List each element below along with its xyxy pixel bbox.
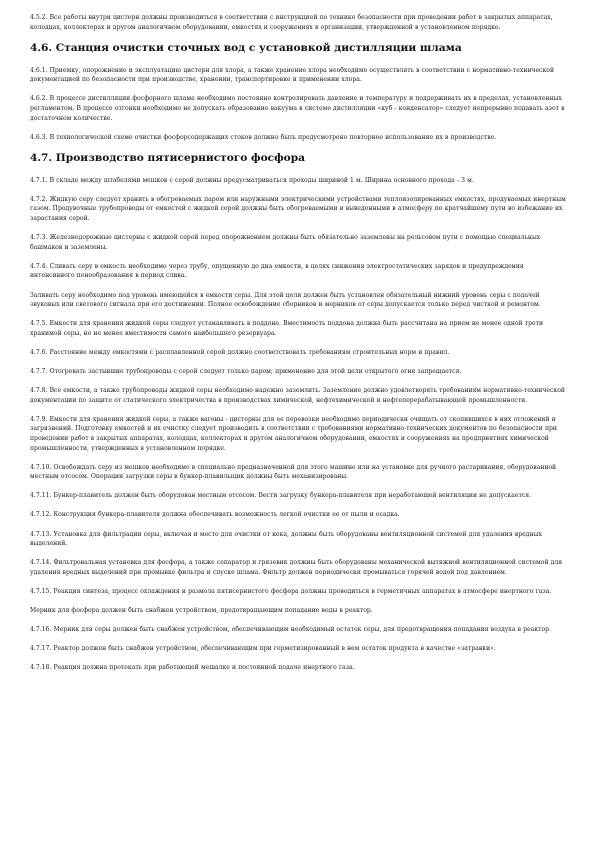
paragraph: 4.7.13. Установка для фильтрации серы, включая и место для очистки от кека, должны быть оборудованы вентиляционной системой для удаления вредных выделений. xyxy=(30,530,542,548)
document-page xyxy=(30,13,568,682)
section-heading: 4.7. Производство пятисернистого фосфора xyxy=(30,151,306,164)
paragraph: 4.7.11. Бункер-плавитель должен быть оборудован местным отсосом. Вести загрузку бункера-плавителя при неработающей вентиляции не допускается. xyxy=(30,492,532,500)
section-heading: 4.6. Станция очистки сточных вод с установкой дистилляции шлама xyxy=(30,41,462,54)
paragraph: 4.7.17. Реактор должен быть снабжен устройством, обеспечивающим при герметизированный в нем остаток продукта в качестве «затравки». xyxy=(30,645,496,653)
paragraph: 4.7.8. Все емкости, а также трубопроводы жидкой серы необходимо надежно заземлить. Заземление должно удовлетворять требованиям нормативно-технической документации по защите от статического электричества в производствах химической, нефтехимической и нефтеперерабатывающей промышленности. xyxy=(30,387,565,404)
paragraph: 4.7.7. Отогревать застывшие трубопроводы с серой следует только паром; применение для этой цели открытого огня запрещается. xyxy=(30,367,462,375)
paragraph: 4.7.1. В складе между штабелями мешков с серой должны предусматриваться проходы шириной 1 м. Ширина основного прохода - 3 м. xyxy=(30,176,474,184)
paragraph: 4.7.12. Конструкция бункера-плавителя должна обеспечивать возможность легкой очистки ее от пыли и осадка. xyxy=(30,511,400,519)
paragraph: 4.6.2. В процессе дистилляции фосфорного шлама необходимо постоянно контролировать давление и температуру и поддерживать их в пределах, установленных регламентом. В процессе отгонки необходимо не допускать образование вакуума в системе дистилляции «куб - конденсатор» следует непрерывно подавать азот в достаточном количестве. xyxy=(30,95,565,122)
paragraph: 4.6.1. Приемку, опорожнение и эксплуатацию цистерн для хлора, а также хранение хлора необходимо осуществлять в соответствии с нормативно-технической документацией по безопасности при производстве, хранении, транспортировке и применении хлора. xyxy=(30,66,554,84)
paragraph: 4.7.3. Железнодорожные цистерны с жидкой серой перед опорожнением должны быть обязательно заземлены на рельсовом пути с помощью специальных башмаков и заземлены. xyxy=(30,234,541,251)
paragraph: 4.7.4. Сливать серу в емкость необходимо через трубу, опущенную до дна емкости, в целях снижения электростатических зарядов и предупреждения интенсивного пенообразования в период слива. xyxy=(30,262,524,280)
paragraph: 4.7.5. Емкости для хранения жидкой серы следует устанавливать в поддоне. Вместимость поддона должна быть рассчитана на прием не менее одной трети хранимой серы, но не менее вместимости самого наибольшего резервуара. xyxy=(30,320,544,337)
paragraph: 4.7.2. Жидкую серу следует хранить в обогреваемых паром или наружными электрическими устройствами теплоизолированных емкостях, продуваемых инертным газом. Продувочные трубопроводы от емкостей с жидкой серой должны быть обогреваемыми и выведенными в атмосферу по кратчайшему пути во избежание их зарастания серой. xyxy=(30,195,566,223)
paragraph: 4.7.16. Мерник для серы должен быть снабжен устройством, обеспечивающим необходимый остаток серы, для предотвращения попадания воздуха в реактор. xyxy=(30,626,552,634)
paragraph: 4.7.6. Расстояние между емкостями с расплавленной серой должно соответствовать требованиям строительных норм и правил. xyxy=(30,348,450,356)
paragraph: 4.5.2. Все работы внутри цистерн должны производиться в соответствии с инструкцией по технике безопасности при проведении работ в закрытых аппаратах, колодцах, коллекторах и другом аналогичном оборудовании, емкостях и сооружениях в организации, утвержденной в установленном порядке. xyxy=(30,14,553,31)
paragraph: 4.7.14. Фильтровальная установка для фосфора, а также сепаратор и грязевик должны быть оборудованы механической вытяжной вентиляционной системой для удаления вредных выделений при промывке фильтра и спуске шлама. Фильтр должен периодически промываться горячей водой под давлением. xyxy=(30,559,563,576)
paragraph: 4.7.10. Освобождать серу из мешков необходимо в специально предназначенной для этого машине или на установке для ручного растаривания, оборудованной местным отсосом. Операции загрузки серы в бункер-плавильщик должны быть механизированы. xyxy=(30,463,557,481)
paragraph: Заливать серу необходимо под уровень имеющейся в емкости серы. Для этой цели должен быть установлен обязательный нижний уровень серы с подачей звуковых или светового сигнала при его достижении. Полное освобождение сборников и мерников от серы допускается только перед чисткой и ремонтом. xyxy=(30,291,541,309)
paragraph: 4.6.3. В технологической схеме очистки фосфорсодержащих стоков должно быть предусмотрено повторное использование их в производстве. xyxy=(30,133,497,141)
paragraph: 4.7.15. Реакция синтеза, процесс охлаждения и размола пятисернистого фосфора должны проводиться в герметичных аппаратах в атмосфере инертного газа. xyxy=(30,587,552,595)
paragraph: 4.7.9. Емкости для хранения жидкой серы, а также вагоны - цистерны для ее перевозки необходимо периодически очищать от скопившихся в них отложений и загрязнений. Подготовку емкостей и их очистку следует производить в соответствии с требованиями нормативно-технических документов по безопасности при проведении работ в закрытых аппаратах, колодцах, коллекторах и другом аналогичном оборудовании, емкостях и сооружениях на предприятиях химической промышленности, утвержденных в установленном порядке. xyxy=(30,415,557,452)
paragraph: 4.7.18. Реакция должна протекать при работающей мешалке и постоянной подаче инертного газа. xyxy=(30,664,355,672)
paragraph: Мерник для фосфора должен быть снабжен устройством, предотвращающим попадание воды в реактор. xyxy=(30,606,373,614)
